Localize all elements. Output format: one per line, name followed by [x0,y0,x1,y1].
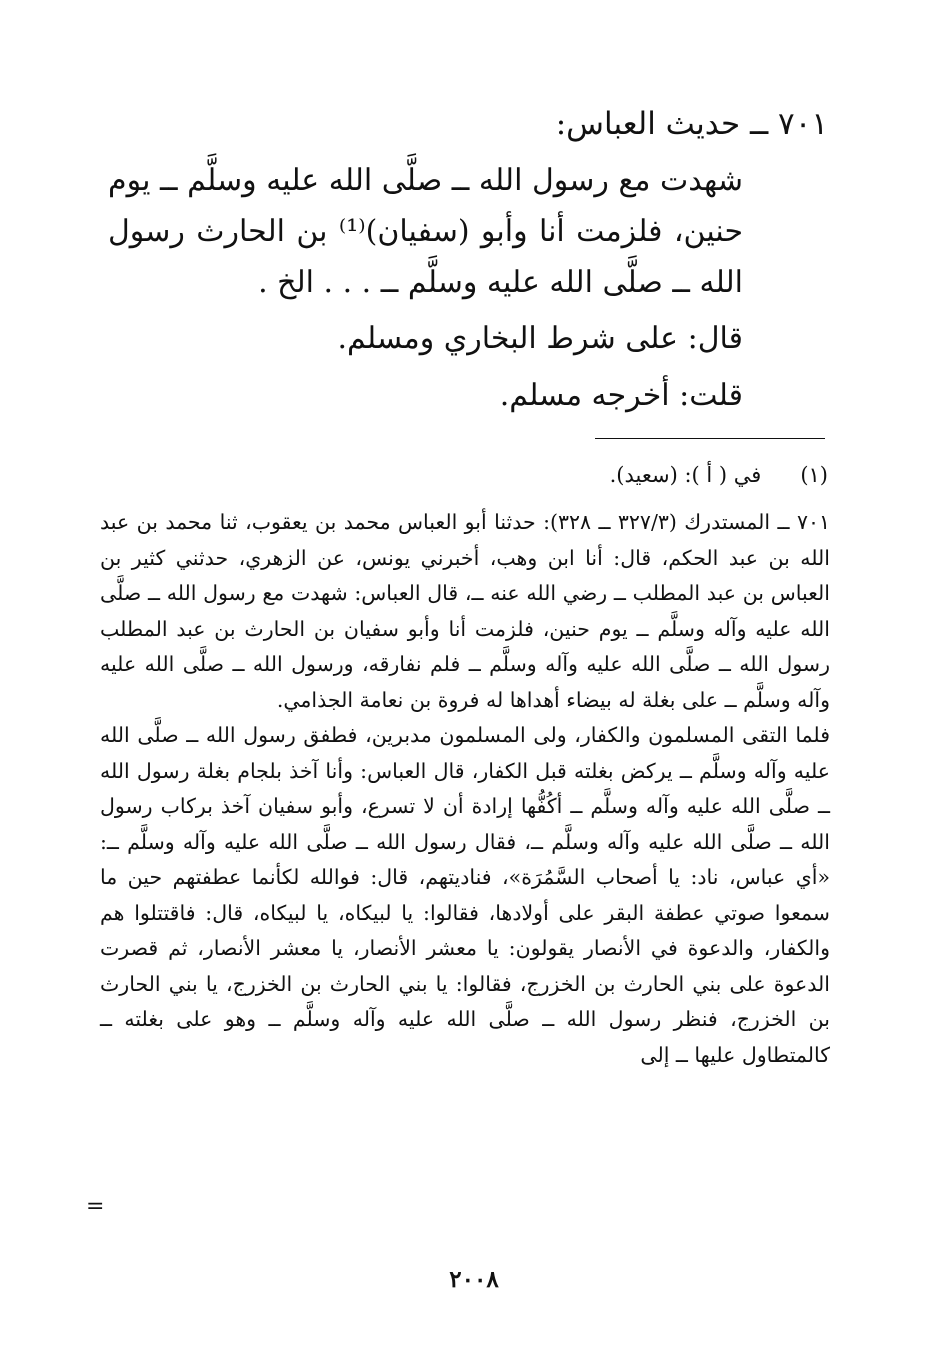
footnote-text: في ( أ ): (سعيد). [609,463,762,487]
continuation-mark: = [86,1194,105,1219]
takhrij-number: ٧٠١ ــ [777,510,831,534]
footnote-number: (١) [800,463,828,487]
takhrij-text: المستدرك (٣٢٧/٣ ــ ٣٢٨): حدثنا أبو العباس محمد بن يعقوب، ثنا محمد بن عبد الله بن عبد الحكم، قال: أنا ابن وهب، أخبرني يونس، عن الزهري، حدثني كثير بن العباس بن عبد المطلب ــ رضي الله عنه ــ، قال العباس: شهدت مع رسول الله ــ صلَّى الله عليه وآله وسلَّم ــ يوم حنين، فلزمت أنا وأبو سفيان بن الحارث بن عبد المطلب رسول الله ــ صلَّى الله عليه وآله وسلَّم ــ فلم نفارقه، ورسول الله ــ صلَّى الله عليه وآله وسلَّم ــ على بغلة له بيضاء أهداها له فروة بن نعامة الجذامي. [100,510,830,712]
qal-line: قال: على شرط البخاري ومسلم. [337,321,743,356]
hadith-heading: ٧٠١ ــ حديث العباس: [555,106,828,142]
hadith-body: شهدت مع رسول الله ــ صلَّى الله عليه وسلَّم ــ يوم حنين، فلزمت أنا وأبو (سفيان)⁽¹⁾ بن الحارث رسول الله ــ صلَّى الله عليه وسلَّم ــ . . . الخ . [108,163,743,300]
qult-line: قلت: أخرجه مسلم. [499,378,743,413]
footnote [108,458,828,492]
footnote-separator [595,438,825,439]
page-number: ٢٠٠٨ [449,1266,499,1293]
takhrij-paragraph-1 [100,505,830,718]
takhrij-block [100,505,830,1073]
takhrij-paragraph-2: فلما التقى المسلمون والكفار، ولى المسلمون مدبرين، فطفق رسول الله ــ صلَّى الله عليه وآله وسلَّم ــ يركض بغلته قبل الكفار، قال العباس: وأنا آخذ بلجام بغلة رسول الله ــ صلَّى الله عليه وآله وسلَّم ــ أكُفُّها إرادة أن لا تسرع، وأبو سفيان آخذ بركاب رسول الله ــ صلَّى الله عليه وآله وسلَّم ــ، فقال رسول الله ــ صلَّى الله عليه وآله وسلَّم ــ: «أي عباس، ناد: يا أصحاب السَّمُرَة»، فناديتهم، قال: فوالله لكأنما عطفتهم حين ما سمعوا صوتي عطفة البقر على أولادها، فقالوا: يا لبيكاه، يا لبيكاه، قال: فاقتتلوا هم والكفار، والدعوة في الأنصار يقولون: يا معشر الأنصار، يا معشر الأنصار، ثم قصرت الدعوة على بني الحارث بن الخزرج، فقالوا: يا بني الحارث بن الخزرج، يا بني الحارث بن الخزرج، فنظر رسول الله ــ صلَّى الله عليه وآله وسلَّم ــ وهو على بغلته ــ كالمتطاول عليها ــ إلى [100,723,830,1067]
hadith-text-block [108,155,743,308]
